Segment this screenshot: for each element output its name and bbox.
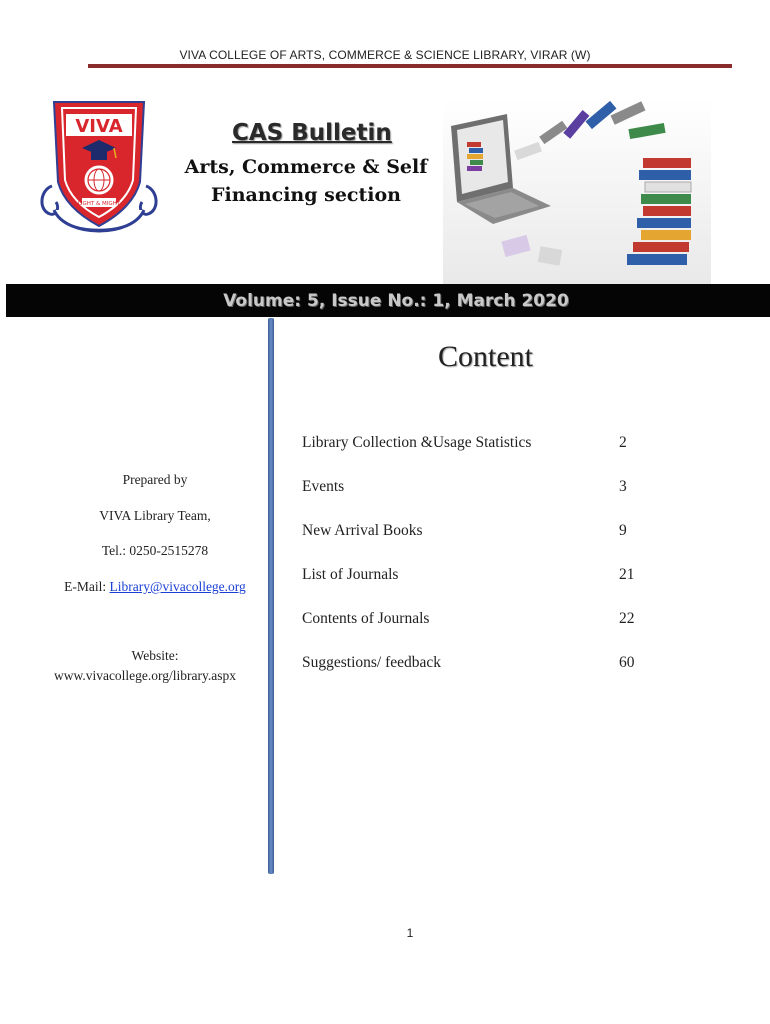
bulletin-title: CAS Bulletin [232,120,392,146]
logo-text: VIVA [75,116,123,137]
college-logo [36,98,162,248]
toc-item-page: 22 [619,610,635,627]
email-line [30,579,280,595]
toc-item [302,434,642,456]
toc-item-label: List of Journals [302,566,399,583]
toc-item-page: 21 [619,566,635,583]
toc-item-page: 3 [619,478,627,495]
toc-item [302,478,642,500]
toc-item [302,566,642,588]
toc-item-label: Suggestions/ feedback [302,654,442,671]
laptop-books-illustration [443,98,711,284]
page-number: 1 [406,926,414,940]
prepared-by-label: Prepared by [122,472,188,487]
running-header: VIVA COLLEGE OF ARTS, COMMERCE & SCIENCE LIBRARY, VIRAR (W) [179,48,591,62]
toc-item [302,654,642,676]
toc-item-page: 60 [619,654,635,671]
website-url: www.vivacollege.org/library.aspx [53,668,237,683]
section-title-line-1: Arts, Commerce & Self [184,156,428,178]
team-name: VIVA Library Team, [99,508,211,523]
vertical-divider [268,318,274,874]
telephone: Tel.: 0250-2515278 [101,543,209,558]
toc-item-label: Library Collection &Usage Statistics [302,434,532,451]
contents-heading: Content [438,340,533,373]
toc-item [302,610,642,632]
logo-motto: LIGHT & MIGHT [77,201,121,207]
toc-item-page: 9 [619,522,627,539]
website-label: Website: [131,648,179,663]
email-link[interactable]: Library@vivacollege.org [109,579,246,594]
toc-item-label: Events [302,478,345,495]
email-label: E-Mail: [64,579,110,594]
volume-banner [6,284,770,317]
toc-item [302,522,642,544]
toc-item-label: Contents of Journals [302,610,430,627]
section-title-line-2: Financing section [211,184,401,206]
toc-item-page: 2 [619,434,627,451]
header-rule [88,64,732,68]
toc-item-label: New Arrival Books [302,522,423,539]
volume-issue-text: Volume: 5, Issue No.: 1, March 2020 [223,291,569,311]
section-title [168,153,444,209]
